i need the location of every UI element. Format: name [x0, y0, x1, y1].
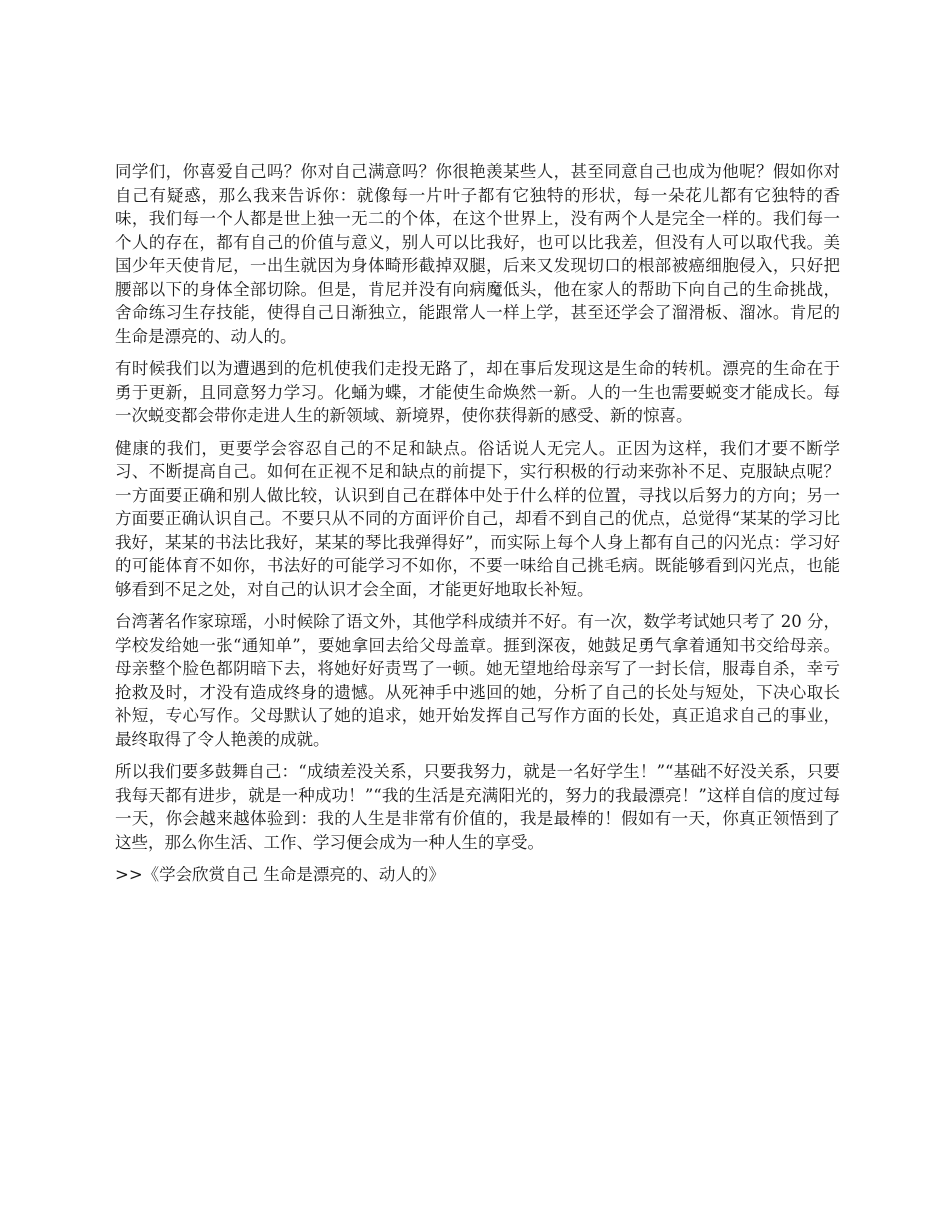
related-article-link[interactable]: >>《学会欣赏自己 生命是漂亮的、动人的》	[115, 865, 445, 884]
paragraph-5: 所以我们要多鼓舞自己：“成绩差没关系，只要我努力，就是一名好学生！”“基础不好没关系，只要我每天都有进步，就是一种成功！”“我的生活是充满阳光的，努力的我最漂亮！”这样自信的度过每一天，你会越来越体验到：我的人生是非常有价值的，我是最棒的！假如有一天，你真正领悟到了这些，那么你生活、工作、学习便会成为一种人生的享受。	[115, 762, 840, 852]
paragraph-4: 台湾著名作家琼瑶，小时候除了语文外，其他学科成绩并不好。有一次，数学考试她只考了 20 分，学校发给她一张“通知单”，要她拿回去给父母盖章。捱到深夜，她鼓足勇气拿着通知书交给母亲。母亲整个脸色都阴暗下去，将她好好责骂了一顿。她无望地给母亲写了一封长信，服毒自杀，幸亏抢救及时，才没有造成终身的遗憾。从死神手中逃回的她，分析了自己的长处与短处，下决心取长补短，专心写作。父母默认了她的追求，她开始发挥自己写作方面的长处，真正追求自己的事业，最终取得了令人艳羡的成就。	[115, 612, 840, 749]
article-body	[115, 160, 840, 887]
paragraph-1: 同学们，你喜爱自己吗？你对自己满意吗？你很艳羡某些人，甚至同意自己也成为他呢？假如你对自己有疑惑，那么我来告诉你：就像每一片叶子都有它独特的形状，每一朵花儿都有它独特的香味，我们每一个人都是世上独一无二的个体，在这个世界上，没有两个人是完全一样的。我们每一个人的存在，都有自己的价值与意义，别人可以比我好，也可以比我差，但没有人可以取代我。美国少年天使肯尼，一出生就因为身体畸形截掉双腿，后来又发现切口的根部被癌细胞侵入，只好把腰部以下的身体全部切除。但是，肯尼并没有向病魔低头，他在家人的帮助下向自己的生命挑战，舍命练习生存技能，使得自己日渐独立，能跟常人一样上学，甚至还学会了溜滑板、溜冰。肯尼的生命是漂亮的、动人的。	[115, 162, 840, 346]
paragraph-2: 有时候我们以为遭遇到的危机使我们走投无路了，却在事后发现这是生命的转机。漂亮的生命在于勇于更新，且同意努力学习。化蛹为蝶，才能使生命焕然一新。人的一生也需要蜕变才能成长。每一次蜕变都会带你走进人生的新领域、新境界，使你获得新的感受、新的惊喜。	[115, 359, 840, 425]
paragraph-3: 健康的我们，更要学会容忍自己的不足和缺点。俗话说人无完人。正因为这样，我们才要不断学习、不断提高自己。如何在正视不足和缺点的前提下，实行积极的行动来弥补不足、克服缺点呢？一方面要正确和别人做比较，认识到自己在群体中处于什么样的位置，寻找以后努力的方向；另一方面要正确认识自己。不要只从不同的方面评价自己，却看不到自己的优点，总觉得“某某的学习比我好，某某的书法比我好，某某的琴比我弹得好”，而实际上每个人身上都有自己的闪光点：学习好的可能体育不如你，书法好的可能学习不如你，不要一味给自己挑毛病。既能够看到闪光点，也能够看到不足之处，对自己的认识才会全面，才能更好地取长补短。	[115, 438, 840, 599]
